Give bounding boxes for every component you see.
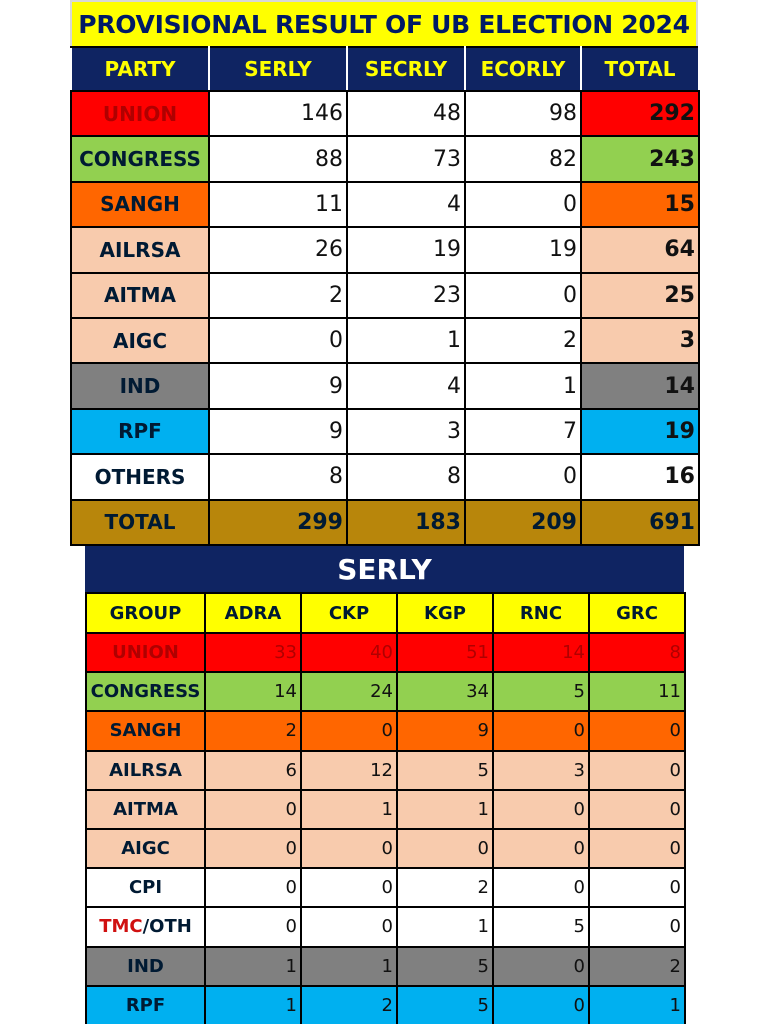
seat-count-secrly: 23 — [347, 273, 465, 318]
column-header-party: PARTY — [71, 47, 209, 91]
column-header-group: GROUP — [86, 593, 205, 633]
total-ecorly: 209 — [465, 500, 581, 545]
group-name: SANGH — [86, 711, 205, 750]
seat-count-cell: 12 — [301, 751, 397, 790]
column-header-serly: SERLY — [209, 47, 347, 91]
table-row — [71, 318, 699, 363]
seat-count-ecorly: 82 — [465, 136, 581, 181]
party-results-table — [70, 46, 700, 546]
table-row — [86, 751, 685, 790]
group-name: AITMA — [86, 790, 205, 829]
column-header-ckp: CKP — [301, 593, 397, 633]
table-row — [71, 91, 699, 136]
seat-count-serly: 0 — [209, 318, 347, 363]
seat-count-cell: 5 — [493, 672, 589, 711]
seat-count-cell: 0 — [493, 790, 589, 829]
seat-count-serly: 11 — [209, 182, 347, 227]
group-name-part: TMC — [99, 916, 143, 938]
seat-count-cell: 1 — [205, 986, 301, 1024]
seat-count-ecorly: 0 — [465, 454, 581, 499]
table-row — [71, 409, 699, 454]
seat-count-serly: 9 — [209, 409, 347, 454]
seat-count-cell: 1 — [301, 947, 397, 986]
page-title: PROVISIONAL RESULT OF UB ELECTION 2024 — [70, 0, 698, 46]
column-header-adra: ADRA — [205, 593, 301, 633]
seat-count-secrly: 4 — [347, 363, 465, 408]
seat-count-cell: 0 — [301, 907, 397, 946]
table-row — [86, 829, 685, 868]
serly-breakdown-table-block — [85, 546, 684, 1024]
table-row — [71, 273, 699, 318]
seat-count-cell: 5 — [397, 751, 493, 790]
total-label: TOTAL — [71, 500, 209, 545]
table-row — [71, 182, 699, 227]
seat-count-secrly: 1 — [347, 318, 465, 363]
group-name: UNION — [86, 633, 205, 672]
table-row — [86, 986, 685, 1024]
group-name-part: /OTH — [142, 916, 192, 938]
seat-count-cell: 0 — [589, 711, 685, 750]
table-row — [86, 868, 685, 907]
seat-count-serly: 88 — [209, 136, 347, 181]
party-name: IND — [71, 363, 209, 408]
party-name: RPF — [71, 409, 209, 454]
seat-count-cell: 2 — [301, 986, 397, 1024]
group-name: AIGC — [86, 829, 205, 868]
seat-count-cell: 0 — [493, 947, 589, 986]
seat-count-cell: 33 — [205, 633, 301, 672]
table-row — [86, 907, 685, 946]
seat-count-cell: 6 — [205, 751, 301, 790]
seat-count-cell: 0 — [301, 829, 397, 868]
seat-count-secrly: 3 — [347, 409, 465, 454]
seat-count-cell: 0 — [493, 829, 589, 868]
seat-count-cell: 0 — [205, 790, 301, 829]
party-total: 243 — [581, 136, 699, 181]
party-name: OTHERS — [71, 454, 209, 499]
seat-count-cell: 24 — [301, 672, 397, 711]
table-row — [71, 454, 699, 499]
seat-count-cell: 2 — [397, 868, 493, 907]
seat-count-cell: 14 — [205, 672, 301, 711]
seat-count-secrly: 73 — [347, 136, 465, 181]
party-name: CONGRESS — [71, 136, 209, 181]
seat-count-cell: 1 — [397, 790, 493, 829]
group-name: RPF — [86, 986, 205, 1024]
total-secrly: 183 — [347, 500, 465, 545]
column-header-kgp: KGP — [397, 593, 493, 633]
table-header-row — [71, 47, 699, 91]
seat-count-secrly: 8 — [347, 454, 465, 499]
seat-count-cell: 5 — [493, 907, 589, 946]
group-name: CONGRESS — [86, 672, 205, 711]
seat-count-cell: 40 — [301, 633, 397, 672]
table-row — [86, 947, 685, 986]
seat-count-cell: 14 — [493, 633, 589, 672]
seat-count-serly: 26 — [209, 227, 347, 272]
table-row — [71, 136, 699, 181]
seat-count-cell: 5 — [397, 947, 493, 986]
seat-count-ecorly: 19 — [465, 227, 581, 272]
party-results-table-block — [70, 0, 698, 542]
party-total: 3 — [581, 318, 699, 363]
seat-count-cell: 8 — [589, 633, 685, 672]
column-header-rnc: RNC — [493, 593, 589, 633]
group-name: IND — [86, 947, 205, 986]
seat-count-ecorly: 0 — [465, 182, 581, 227]
seat-count-cell: 0 — [301, 711, 397, 750]
seat-count-cell: 11 — [589, 672, 685, 711]
seat-count-cell: 0 — [493, 986, 589, 1024]
seat-count-cell: 0 — [205, 829, 301, 868]
party-total: 16 — [581, 454, 699, 499]
section-title: SERLY — [85, 546, 684, 592]
table-row — [86, 790, 685, 829]
table-header-row — [86, 593, 685, 633]
seat-count-cell: 0 — [205, 907, 301, 946]
seat-count-cell: 2 — [205, 711, 301, 750]
party-total: 292 — [581, 91, 699, 136]
seat-count-ecorly: 1 — [465, 363, 581, 408]
party-total: 64 — [581, 227, 699, 272]
grand-total: 691 — [581, 500, 699, 545]
party-total: 14 — [581, 363, 699, 408]
table-row — [86, 711, 685, 750]
party-total: 15 — [581, 182, 699, 227]
party-name: AIGC — [71, 318, 209, 363]
column-header-ecorly: ECORLY — [465, 47, 581, 91]
seat-count-cell: 0 — [589, 829, 685, 868]
seat-count-secrly: 48 — [347, 91, 465, 136]
table-row — [71, 363, 699, 408]
seat-count-ecorly: 2 — [465, 318, 581, 363]
seat-count-cell: 0 — [493, 711, 589, 750]
seat-count-cell: 1 — [301, 790, 397, 829]
group-name: AILRSA — [86, 751, 205, 790]
seat-count-cell: 1 — [397, 907, 493, 946]
party-total: 19 — [581, 409, 699, 454]
seat-count-cell: 0 — [589, 907, 685, 946]
column-header-grc: GRC — [589, 593, 685, 633]
seat-count-cell: 2 — [589, 947, 685, 986]
party-name: SANGH — [71, 182, 209, 227]
seat-count-cell: 0 — [589, 790, 685, 829]
seat-count-cell: 0 — [397, 829, 493, 868]
table-row — [86, 633, 685, 672]
group-name — [86, 907, 205, 946]
seat-count-cell: 1 — [589, 986, 685, 1024]
seat-count-cell: 0 — [205, 868, 301, 907]
column-header-secrly: SECRLY — [347, 47, 465, 91]
seat-count-ecorly: 98 — [465, 91, 581, 136]
seat-count-cell: 34 — [397, 672, 493, 711]
seat-count-cell: 51 — [397, 633, 493, 672]
seat-count-serly: 2 — [209, 273, 347, 318]
total-serly: 299 — [209, 500, 347, 545]
seat-count-cell: 0 — [589, 868, 685, 907]
seat-count-cell: 9 — [397, 711, 493, 750]
serly-breakdown-table — [85, 592, 686, 1024]
seat-count-cell: 1 — [205, 947, 301, 986]
seat-count-cell: 5 — [397, 986, 493, 1024]
table-row — [86, 672, 685, 711]
party-name: UNION — [71, 91, 209, 136]
column-header-total: TOTAL — [581, 47, 699, 91]
party-name: AILRSA — [71, 227, 209, 272]
seat-count-cell: 0 — [589, 751, 685, 790]
seat-count-cell: 3 — [493, 751, 589, 790]
total-row — [71, 500, 699, 545]
group-name: CPI — [86, 868, 205, 907]
seat-count-ecorly: 7 — [465, 409, 581, 454]
seat-count-cell: 0 — [301, 868, 397, 907]
seat-count-secrly: 4 — [347, 182, 465, 227]
seat-count-serly: 9 — [209, 363, 347, 408]
table-row — [71, 227, 699, 272]
party-name: AITMA — [71, 273, 209, 318]
seat-count-secrly: 19 — [347, 227, 465, 272]
seat-count-serly: 8 — [209, 454, 347, 499]
seat-count-cell: 0 — [493, 868, 589, 907]
seat-count-serly: 146 — [209, 91, 347, 136]
seat-count-ecorly: 0 — [465, 273, 581, 318]
party-total: 25 — [581, 273, 699, 318]
